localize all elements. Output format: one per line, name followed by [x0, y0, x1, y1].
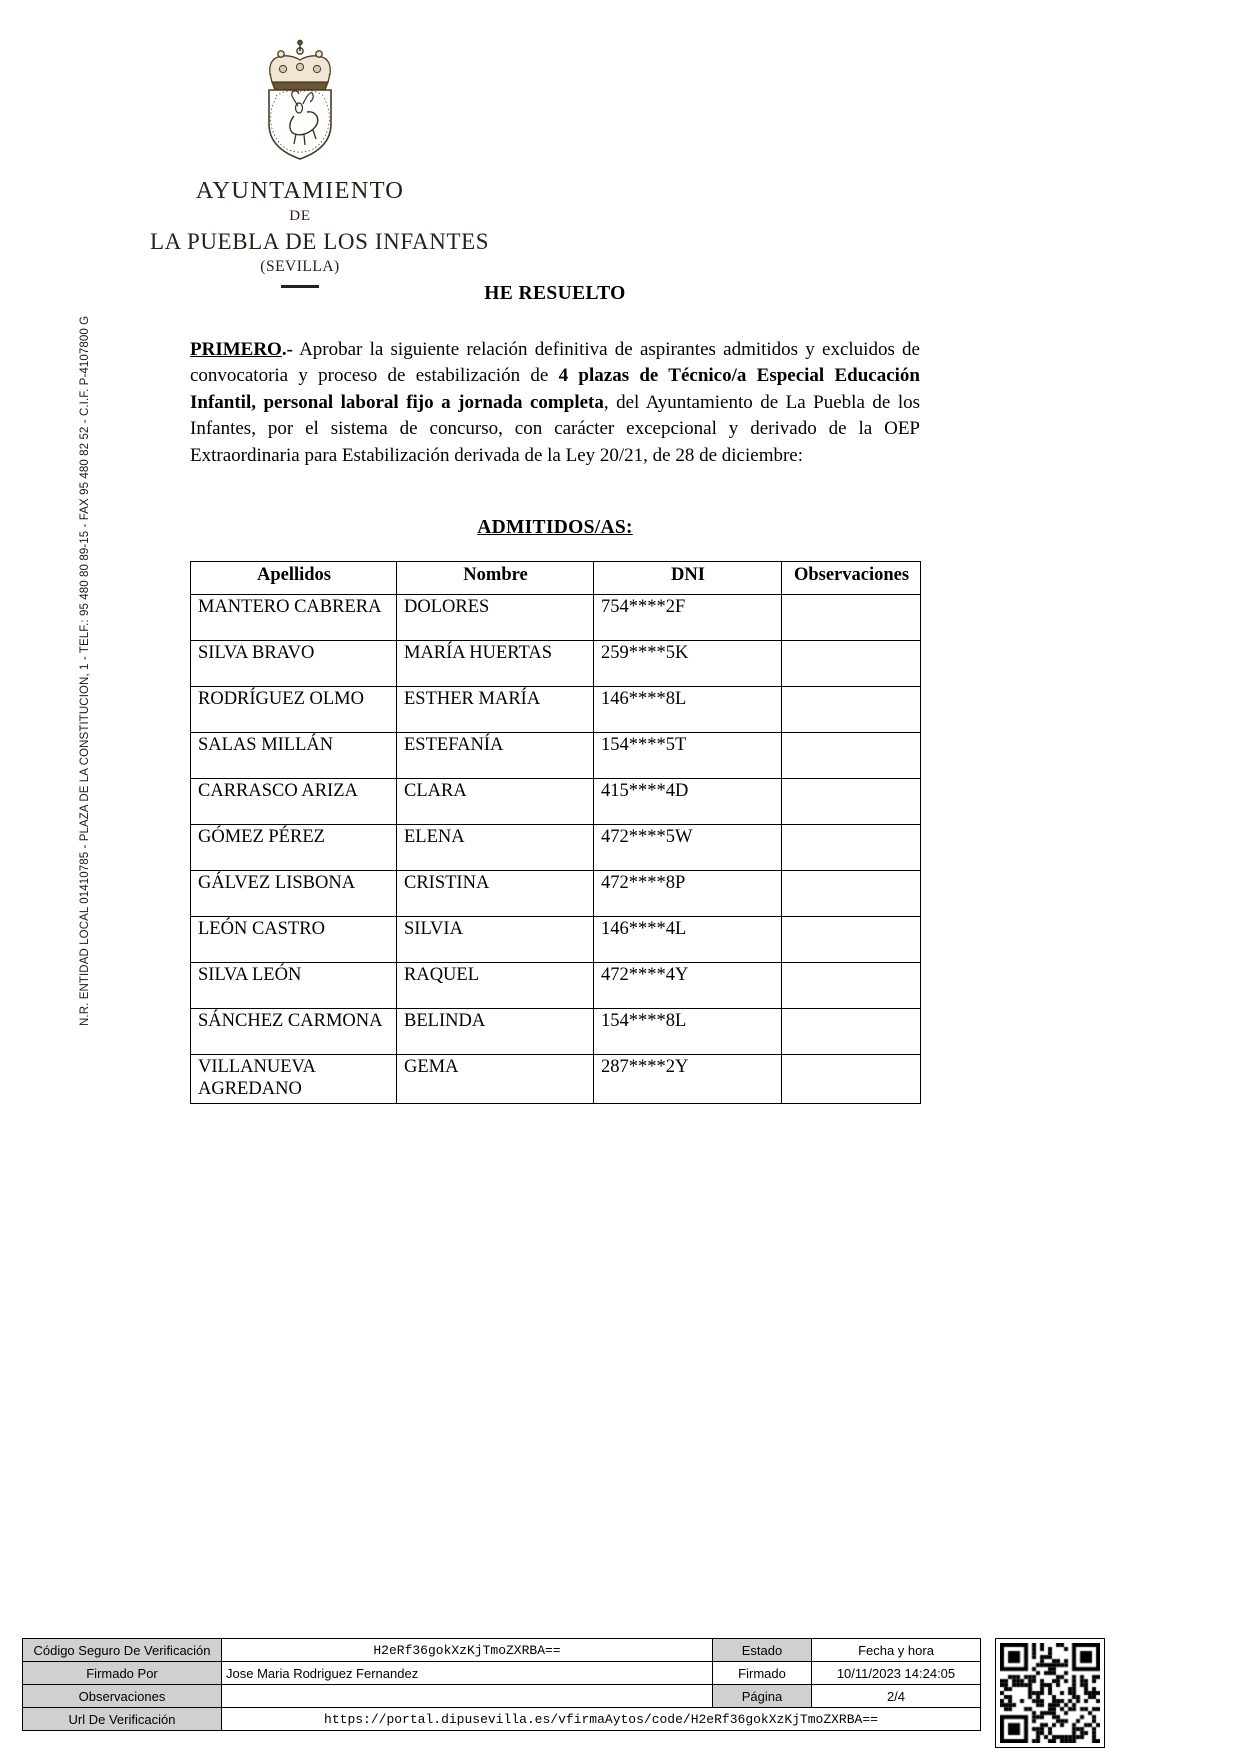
csv-row-code: [23, 1639, 981, 1662]
cell-dni: 472****8P: [594, 871, 782, 917]
paragraph-lead-tail: .-: [281, 339, 293, 360]
cell-apellidos: SÁNCHEZ CARMONA: [191, 1009, 397, 1055]
vertical-entity-info: N.R. ENTIDAD LOCAL 01410785 - PLAZA DE LA CONSTITUCION, 1 - TELF.: 95 480 80 89-15 - FAX 95 480 82 52 - C.I.F. P-4107800 G: [79, 315, 91, 1026]
cell-apellidos: GÁLVEZ LISBONA: [191, 871, 397, 917]
cell-apellidos: RODRÍGUEZ OLMO: [191, 687, 397, 733]
csv-value-observaciones: [222, 1685, 713, 1708]
cell-apellidos: SILVA LEÓN: [191, 963, 397, 1009]
cell-nombre: SILVIA: [397, 917, 594, 963]
letterhead-line-ayuntamiento: AYUNTAMIENTO: [195, 177, 405, 204]
table-row: [191, 917, 921, 963]
paragraph-primero: [190, 337, 920, 469]
table-row: [191, 825, 921, 871]
cell-dni: 154****8L: [594, 1009, 782, 1055]
table-row: [191, 595, 921, 641]
cell-observaciones: [782, 1055, 921, 1104]
cell-nombre: CRISTINA: [397, 871, 594, 917]
admitidos-table-body: [191, 595, 921, 1104]
cell-apellidos: MANTERO CABRERA: [191, 595, 397, 641]
table-title-admitidos: ADMITIDOS/AS:: [477, 517, 633, 539]
csv-row-url: [23, 1708, 981, 1731]
cell-nombre: DOLORES: [397, 595, 594, 641]
paragraph-bold-1: 4 plazas de Técnico/a Especial Educación Infantil, personal laboral fijo a jornada completa: [190, 365, 920, 413]
cell-observaciones: [782, 825, 921, 871]
letterhead-line-de: DE: [289, 208, 311, 224]
cell-apellidos: SALAS MILLÁN: [191, 733, 397, 779]
letterhead-line-municipality: LA PUEBLA DE LOS INFANTES: [150, 229, 490, 254]
qr-code-box[interactable]: [995, 1638, 1105, 1748]
verification-footer: [22, 1638, 1218, 1748]
document-body: [190, 283, 920, 1104]
qr-code-icon: [1000, 1643, 1100, 1743]
cell-observaciones: [782, 595, 921, 641]
csv-value-estado: Firmado: [713, 1662, 812, 1685]
csv-label-fecha: Fecha y hora: [812, 1639, 981, 1662]
column-header-apellidos: Apellidos: [191, 562, 397, 595]
cell-nombre: BELINDA: [397, 1009, 594, 1055]
section-heading-he-resuelto: HE RESUELTO: [484, 283, 626, 304]
cell-observaciones: [782, 963, 921, 1009]
cell-nombre: CLARA: [397, 779, 594, 825]
cell-observaciones: [782, 641, 921, 687]
csv-row-observations: [23, 1685, 981, 1708]
cell-nombre: GEMA: [397, 1055, 594, 1104]
table-row: [191, 733, 921, 779]
column-header-observaciones: Observaciones: [782, 562, 921, 595]
cell-observaciones: [782, 871, 921, 917]
paragraph-lead-word: PRIMERO: [190, 339, 282, 360]
table-row: [191, 871, 921, 917]
csv-label-url: Url De Verificación: [23, 1708, 222, 1731]
cell-observaciones: [782, 687, 921, 733]
csv-label-estado: Estado: [713, 1639, 812, 1662]
cell-observaciones: [782, 733, 921, 779]
csv-label-observaciones: Observaciones: [23, 1685, 222, 1708]
cell-dni: 154****5T: [594, 733, 782, 779]
cell-nombre: ESTEFANÍA: [397, 733, 594, 779]
cell-observaciones: [782, 917, 921, 963]
table-header-row: [191, 562, 921, 595]
csv-label-firmado-por: Firmado Por: [23, 1662, 222, 1685]
table-row: [191, 963, 921, 1009]
table-row: [191, 779, 921, 825]
cell-apellidos: LEÓN CASTRO: [191, 917, 397, 963]
table-row: [191, 687, 921, 733]
cell-dni: 415****4D: [594, 779, 782, 825]
cell-dni: 754****2F: [594, 595, 782, 641]
csv-value-url[interactable]: https://portal.dipusevilla.es/vfirmaAytos/code/H2eRf36gokXzKjTmoZXRBA==: [222, 1708, 981, 1731]
csv-value-firmado-por: Jose Maria Rodriguez Fernandez: [222, 1662, 713, 1685]
letterhead-line-province: (SEVILLA): [260, 258, 340, 275]
csv-table: [22, 1638, 981, 1731]
csv-label-codigo: Código Seguro De Verificación: [23, 1639, 222, 1662]
cell-nombre: ESTHER MARÍA: [397, 687, 594, 733]
paragraph-text-1: Aprobar la siguiente relación definitiva de aspirantes admitidos y excluidos de convocatoria y proceso de estabilización de: [190, 339, 920, 387]
table-row: [191, 641, 921, 687]
cell-observaciones: [782, 1009, 921, 1055]
cell-dni: 472****5W: [594, 825, 782, 871]
cell-nombre: RAQUEL: [397, 963, 594, 1009]
csv-value-codigo: H2eRf36gokXzKjTmoZXRBA==: [222, 1639, 713, 1662]
cell-dni: 146****8L: [594, 687, 782, 733]
cell-apellidos: GÓMEZ PÉREZ: [191, 825, 397, 871]
cell-nombre: MARÍA HUERTAS: [397, 641, 594, 687]
csv-label-pagina: Página: [713, 1685, 812, 1708]
cell-apellidos: SILVA BRAVO: [191, 641, 397, 687]
cell-dni: 472****4Y: [594, 963, 782, 1009]
table-row: [191, 1055, 921, 1104]
cell-apellidos: CARRASCO ARIZA: [191, 779, 397, 825]
cell-dni: 287****2Y: [594, 1055, 782, 1104]
table-row: [191, 1009, 921, 1055]
paragraph-text-2: , del Ayuntamiento de La Puebla de los Infantes, por el sistema de concurso, con carácter excepcional y derivado de la OEP Extraordinaria para Estabilización derivada de la Ley 20/21, de 28 de diciembre:: [190, 391, 920, 466]
column-header-nombre: Nombre: [397, 562, 594, 595]
crest-wrapper: [150, 38, 450, 163]
csv-value-fecha: 10/11/2023 14:24:05: [812, 1662, 981, 1685]
cell-dni: 259****5K: [594, 641, 782, 687]
cell-dni: 146****4L: [594, 917, 782, 963]
letterhead: [150, 38, 490, 288]
cell-nombre: ELENA: [397, 825, 594, 871]
cell-apellidos: VILLANUEVA AGREDANO: [191, 1055, 397, 1104]
csv-row-signer: [23, 1662, 981, 1685]
admitidos-table: [190, 561, 921, 1104]
cell-observaciones: [782, 779, 921, 825]
csv-value-pagina: 2/4: [812, 1685, 981, 1708]
coat-of-arms-icon: [246, 38, 354, 163]
column-header-dni: DNI: [594, 562, 782, 595]
